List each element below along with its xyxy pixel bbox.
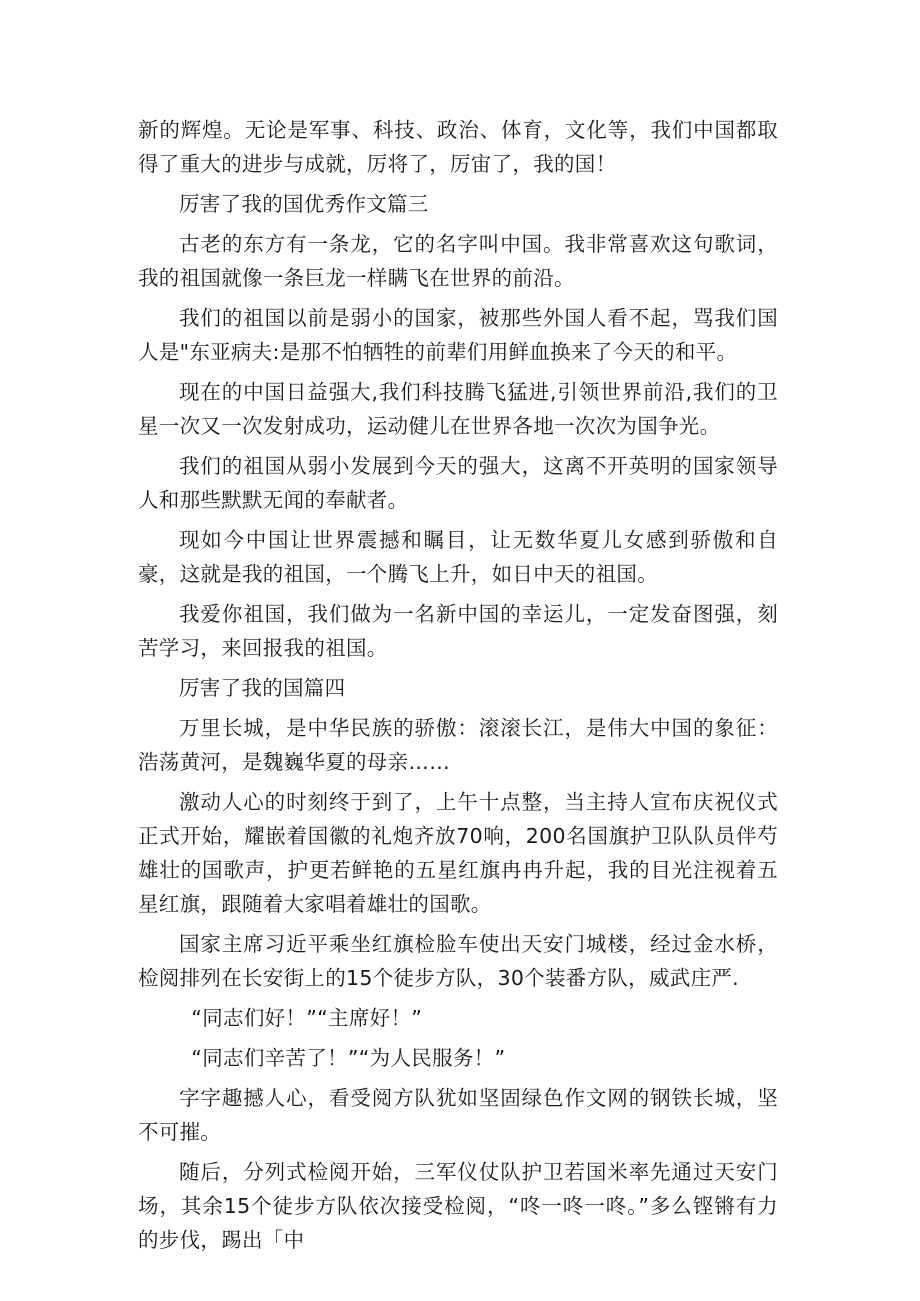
document-body (138, 113, 778, 1263)
paragraph: 字字趣撼人心，看受阅方队犹如坚固绿色作文网的钢铁长城，坚不可摧。 (138, 1086, 778, 1144)
paragraph: 国家主席习近平乘坐红旗检脸车使出天安门城楼，经过金水桥，检阅排列在长安街上的15个徒步方队，30个装番方队，威武庄严. (138, 932, 778, 990)
paragraph: 现在的中国日益强大,我们科技腾飞猛进,引领世界前沿,我们的卫星一次又一次发射成功，运动健儿在世界各地一次次为国争光。 (138, 380, 778, 438)
section-heading: 厉害了我的国篇四 (179, 676, 346, 700)
paragraph: 新的辉煌。无论是军事、科技、政治、体育，文化等，我们中国都取得了重大的进步与成就，厉将了，厉宙了，我的国！ (138, 118, 778, 176)
paragraph: 我们的祖国从弱小发展到今天的强大，这离不开英明的国家领导人和那些默默无闻的奉献者。 (138, 454, 778, 512)
paragraph: 现如今中国让世界震撼和瞩目，让无数华夏儿女感到骄傲和自豪，这就是我的祖国，一个腾飞上升，如日中天的祖国。 (138, 528, 778, 586)
paragraph: 随后，分列式检阅开始，三军仪仗队护卫若国米率先通过天安门场，其余15个徒步方队依次接受检阅，“咚一咚一咚。”多么铿锵有力的步伐，踢出「中 (138, 1160, 778, 1252)
quote-line: “同志们辛苦了！”“为人民服务！” (191, 1046, 506, 1070)
quote-line: “同志们好！”“主席好！” (191, 1006, 423, 1030)
paragraph: 激动人心的时刻终于到了，上午十点整，当主持人宣布庆祝仪式正式开始，耀嵌着国徽的礼炮齐放70响，200名国旗护卫队队员伴芍雄壮的国歌声，护更若鲜艳的五星红旗冉冉升起，我的目光注视着五星红旗，跟随着大家唱着雄壮的国歌。 (138, 790, 778, 916)
paragraph: 我爱你祖国，我们做为一名新中国的幸运儿，一定发奋图强，刻苦学习，来回报我的祖国。 (138, 602, 778, 660)
paragraph: 万里长城，是中华民族的骄傲：滚滚长江，是伟大中国的象征：浩荡黄河，是魏巍华夏的母亲…… (138, 716, 778, 774)
paragraph: 古老的东方有一条龙，它的名字叫中国。我非常喜欢这句歌词，我的祖国就像一条巨龙一样瞒飞在世界的前沿。 (138, 232, 778, 290)
section-heading: 厉害了我的国优秀作文篇三 (179, 192, 429, 216)
paragraph: 我们的祖国以前是弱小的国家，被那些外国人看不起，骂我们国人是"东亚病夫:是那不怕牺牲的前辈们用鲜血换来了今天的和平。 (138, 306, 778, 364)
